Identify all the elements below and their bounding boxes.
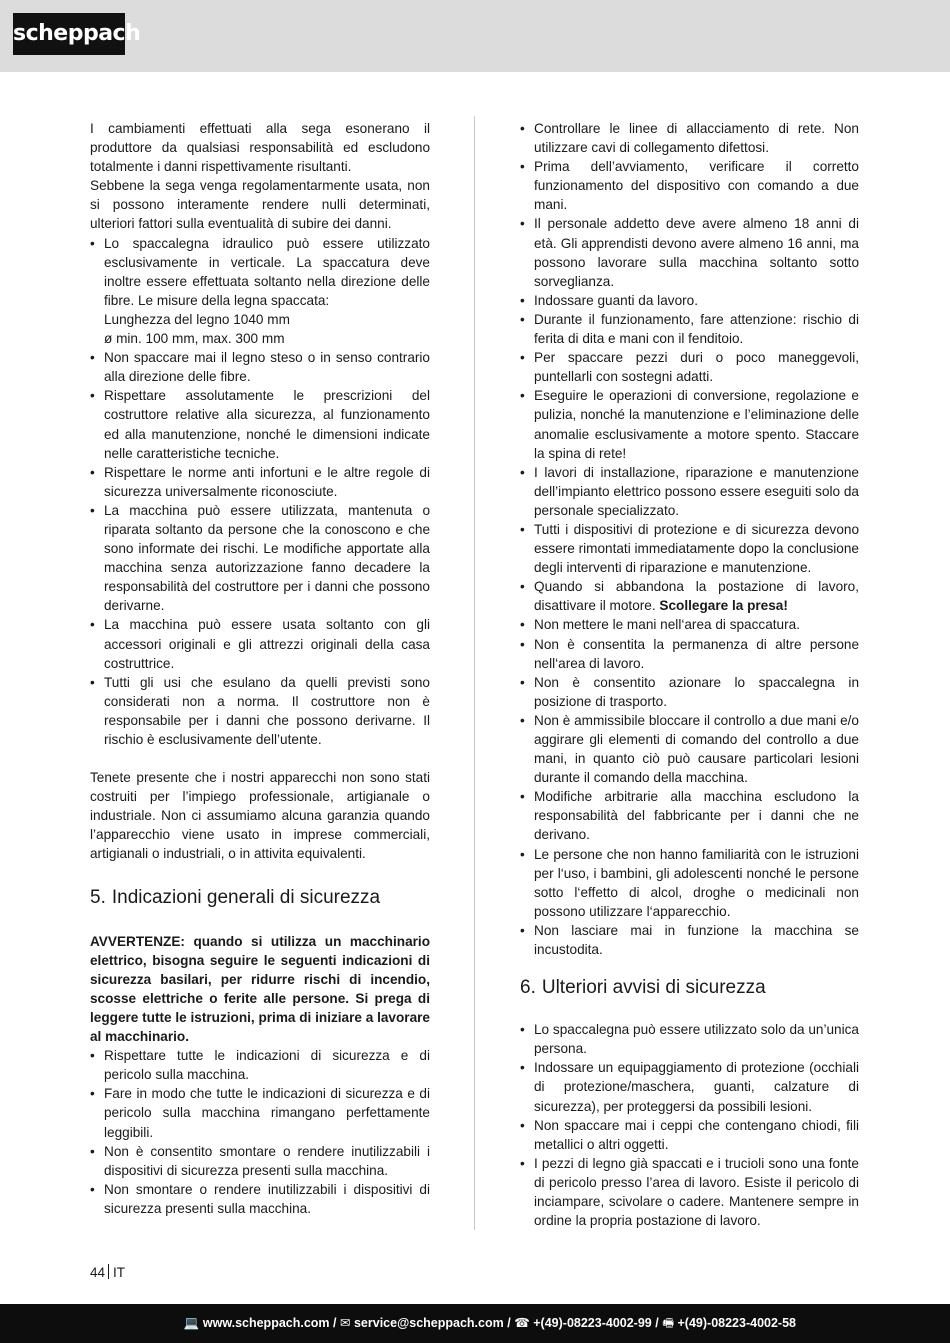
list-item: • Tutti i dispositivi di protezione e di sicurezza devono essere rimontati immediatamente dopo la conclusione degli interventi di riparazione e manutenzione. xyxy=(520,520,859,577)
measure-length: Lunghezza del legno 1040 mm xyxy=(104,311,290,327)
phone-number: +(49)-08223-4002-99 xyxy=(533,1316,652,1330)
website-link[interactable]: www.scheppach.com xyxy=(202,1316,330,1330)
list-item: • La macchina può essere utilizzata, mantenuta o riparata soltanto da persone che la conoscono e che sono informate dei rischi. Le modifiche apportate alla macchina senza autorizzazione fanno decadere la responsabilità del costruttore per i danni che possono derivarne. xyxy=(90,501,430,616)
phone-icon: ☎ xyxy=(514,1316,530,1330)
column-divider xyxy=(474,116,475,1230)
warning-paragraph: AVVERTENZE: quando si utilizza un macchinario elettrico, bisogna seguire le seguenti indicazioni di sicurezza basilari, per ridurre rischi di incendio, scosse elettriche o ferite alle persone. Si prega di leggere tutte le istruzioni, prima di iniziare a lavorare al macchinario. xyxy=(90,933,430,1045)
list-item: • Modifiche arbitrarie alla macchina escludono la responsabilità del fabbricante per i danni che ne derivano. xyxy=(520,787,859,844)
list-item: • Prima dell’avviamento, verificare il corretto funzionamento del dispositivo con comando a due mani. xyxy=(520,157,859,214)
list-item: • Quando si abbandona la postazione di lavoro, disattivare il motore. Scollegare la presa! xyxy=(520,577,859,615)
left-bullet-list-1 xyxy=(90,234,430,750)
list-item: • Durante il funzionamento, fare attenzione: rischio di ferita di dita e mani con il fenditoio. xyxy=(520,310,859,348)
list-item: • Tutti gli usi che esulano da quelli previsti sono considerati non a norma. Il costruttore non è responsabile per i danni che possono derivarne. Il rischio è esclusivamente dell’utente. xyxy=(90,673,430,749)
section-5-title: Indicazioni generali di sicurezza xyxy=(111,886,381,908)
list-item: • Lo spaccalegna idraulico può essere utilizzato esclusivamente in verticale. La spaccatura deve inoltre essere effettuata soltanto nella direzione delle fibre. Le misure della legna spaccata: Lunghezza del legno 1040 mm ø min. 100 mm, max. 300 mm xyxy=(90,234,430,349)
section-5-heading xyxy=(90,886,430,910)
contact-separator: / xyxy=(507,1316,511,1330)
list-item: • Eseguire le operazioni di conversione, regolazione e pulizia, nonché la manutenzione e l’eliminazione delle anomalie esclusivamente a motore spento. Staccare la spina di rete! xyxy=(520,386,859,462)
computer-icon: 💻 xyxy=(183,1316,200,1330)
section-6-heading xyxy=(520,976,859,1000)
list-item: • Rispettare assolutamente le prescrizioni del costruttore relative alla sicurezza, al funzionamento ed alla manutenzione, nonché le dimensioni indicate nelle caratteristiche tecniche. xyxy=(90,386,430,462)
list-item: • Non lasciare mai in funzione la macchina se incustodita. xyxy=(520,921,859,959)
email-link[interactable]: service@scheppach.com xyxy=(353,1316,504,1330)
intro-paragraph-2: Sebbene la sega venga regolamentarmente usata, non si possono interamente rendere nulli determinati, ulteriori fattori sulla eventualità di subire dei danni. xyxy=(90,178,430,232)
page-number: 44 xyxy=(90,1265,106,1280)
list-item: • Controllare le linee di allacciamento di rete. Non utilizzare cavi di collegamento difettosi. xyxy=(520,119,859,157)
right-bullet-list-1 xyxy=(520,119,859,959)
contact-separator: / xyxy=(655,1316,659,1330)
list-item: • Indossare guanti da lavoro. xyxy=(520,291,859,310)
page-header xyxy=(0,0,950,72)
list-item: • Non smontare o rendere inutilizzabili i dispositivi di sicurezza presenti sulla macchina. xyxy=(90,1180,430,1218)
list-item: • Non spaccare mai i ceppi che contengano chiodi, fili metallici o altri oggetti. xyxy=(520,1116,859,1154)
right-bullet-list-3 xyxy=(520,1020,859,1230)
list-item: • Non mettere le mani nell‘area di spaccatura. xyxy=(520,615,859,634)
page-footer xyxy=(90,1264,125,1280)
list-item: • Non è ammissibile bloccare il controllo a due mani e/o aggirare gli elementi di comando del controllo a due mani, in quanto ciò può causare particolari lesioni durante il comando della macchina. xyxy=(520,711,859,787)
brand-logo: scheppach xyxy=(13,13,125,55)
section-6-title: Ulteriori avvisi di sicurezza xyxy=(541,977,766,999)
professional-use-note: Tenete presente che i nostri apparecchi non sono stati costruiti per l’impiego professionale, artigianale o industriale. Non ci assumiamo alcuna garanzia quando l’apparecchio viene usato in imprese commerciali, artigianali o industriali, o in attivita equivalenti. xyxy=(90,770,430,862)
right-column xyxy=(520,119,859,1230)
list-item: • Lo spaccalegna può essere utilizzato solo da un’unica persona. xyxy=(520,1020,859,1058)
list-item: • Il personale addetto deve avere almeno 18 anni di età. Gli apprendisti devono avere almeno 16 anni, ma possono lavorare sulla macchina soltanto sotto sorveglianza. xyxy=(520,214,859,290)
section-6-number: 6. xyxy=(520,977,536,999)
list-item: • Non è consentito azionare lo spaccalegna in posizione di trasporto. xyxy=(520,673,859,711)
list-item: • Non spaccare mai il legno steso o in senso contrario alla direzione delle fibre. xyxy=(90,348,430,386)
section-5-number: 5. xyxy=(90,886,106,908)
list-item: • Per spaccare pezzi duri o poco maneggevoli, puntellarli con sostegni adatti. xyxy=(520,348,859,386)
fax-number: +(49)-08223-4002-58 xyxy=(677,1316,796,1330)
list-item: • I lavori di installazione, riparazione e manutenzione dell’impianto elettrico possono essere eseguiti solo da personale specializzato. xyxy=(520,463,859,520)
list-item: • Non è consentita la permanenza di altre persone nell‘area di lavoro. xyxy=(520,635,859,673)
list-item: • I pezzi di legno già spaccati e i trucioli sono una fonte di pericolo presso l’area di lavoro. Esiste il pericolo di inciampare, scivolare o cadere. Mantenere sempre in ordine la propria postazione di lavoro. xyxy=(520,1154,859,1230)
left-bullet-list-2 xyxy=(90,1046,430,1218)
language-code: IT xyxy=(113,1265,126,1280)
unplug-warning: Scollegare la presa! xyxy=(659,598,788,614)
list-item: • Fare in modo che tutte le indicazioni di sicurezza e di pericolo sulla macchina rimangano perfettamente leggibili. xyxy=(90,1084,430,1141)
fax-icon: 🖷 xyxy=(662,1316,675,1330)
list-item: • Indossare un equipaggiamento di protezione (occhiali di protezione/maschera, guanti, calzature di sicurezza), per proteggersi da possibili lesioni. xyxy=(520,1058,859,1115)
left-column xyxy=(90,119,430,1218)
page-separator xyxy=(108,1264,109,1279)
contact-separator: / xyxy=(333,1316,337,1330)
intro-paragraph-1: I cambiamenti effettuati alla sega esonerano il produttore da qualsiasi responsabilità ed escludono totalmente i danni rispettivamente risultanti. xyxy=(90,121,430,175)
list-item: • Non è consentito smontare o rendere inutilizzabili i dispositivi di sicurezza presenti sulla macchina. xyxy=(90,1142,430,1180)
email-icon: ✉ xyxy=(340,1316,351,1330)
measure-diameter: ø min. 100 mm, max. 300 mm xyxy=(104,331,285,347)
list-item: • Le persone che non hanno familiarità con le istruzioni per l‘uso, i bambini, gli adolescenti nonché le persone sotto l‘effetto di alcol, droghe o medicinali non possono utilizzare l‘apparecchio. xyxy=(520,845,859,921)
list-item: • Rispettare tutte le indicazioni di sicurezza e di pericolo sulla macchina. xyxy=(90,1046,430,1084)
contact-bar xyxy=(0,1304,950,1343)
list-item: • La macchina può essere usata soltanto con gli accessori originali e gli attrezzi originali della casa costruttrice. xyxy=(90,615,430,672)
list-item: • Rispettare le norme anti infortuni e le altre regole di sicurezza universalmente riconosciute. xyxy=(90,463,430,501)
